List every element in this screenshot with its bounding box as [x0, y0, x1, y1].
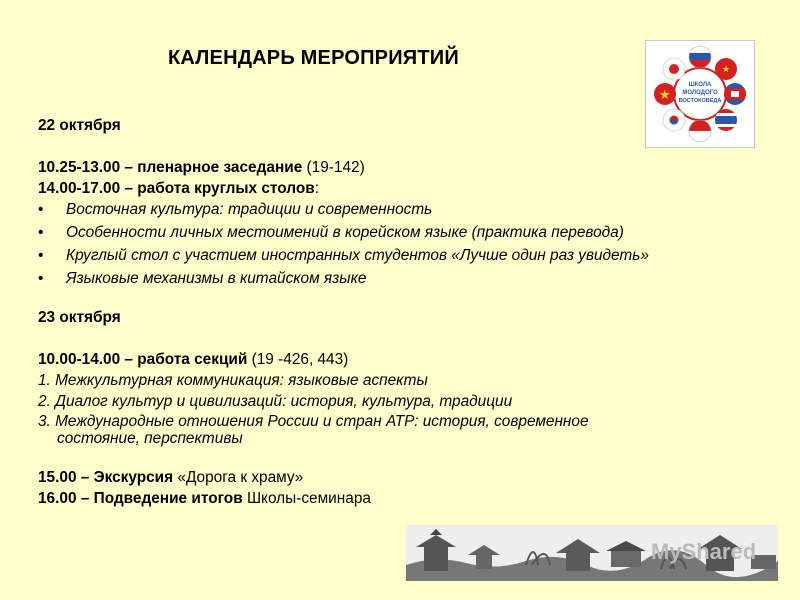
- plenary-time: 10.25-13.00 – пленарное заседание: [38, 159, 303, 176]
- roundtable-topics: [38, 200, 738, 288]
- plenary-line: [38, 158, 738, 179]
- decorative-banner: [406, 525, 778, 581]
- russia-flag-icon: [689, 46, 711, 68]
- excursion-time: 15.00 – Экскурсия: [38, 469, 174, 486]
- summary-tail: Школы-семинара: [242, 490, 371, 507]
- china-flag-icon: [715, 58, 737, 80]
- day1-date: 22 октября: [38, 117, 121, 134]
- events-calendar: [38, 116, 738, 510]
- roundtables-time: 14.00-17.00 – работа круглых столов: [38, 180, 315, 197]
- section-1: 1. Межкультурная коммуникация: языковые аспекты: [38, 372, 428, 389]
- section-2: 2. Диалог культур и цивилизаций: история, культура, традиции: [38, 393, 513, 410]
- sections-time: 10.00-14.00 – работа секций: [38, 351, 248, 368]
- excursion-name: «Дорога к храму»: [173, 469, 304, 486]
- sections-rooms: (19 -426, 443): [247, 351, 349, 368]
- svg-text:★: ★: [659, 87, 671, 102]
- logo-text-1: ШКОЛА: [688, 82, 712, 88]
- landscape-illustration-icon: [406, 525, 778, 581]
- logo-text-2: МОЛОДОГО: [682, 90, 718, 96]
- summary-time: 16.00 – Подведение итогов: [38, 490, 243, 507]
- list-item: • Особенности личных местоимений в корейском языке (практика перевода): [38, 224, 624, 241]
- logo-text-3: ВОСТОКОВЕДА: [678, 98, 722, 104]
- excursion-line: [38, 468, 738, 489]
- list-item: • Языковые механизмы в китайском языке: [38, 270, 367, 287]
- list-item: • Круглый стол с участием иностранных студентов «Лучше один раз увидеть»: [38, 247, 649, 264]
- plenary-room: (19-142): [302, 159, 365, 176]
- svg-text:★: ★: [722, 64, 731, 74]
- vietnam-flag-icon: [654, 83, 676, 105]
- section-3: 3. Международные отношения России и стран АТР: история, современное состояние, перспективы: [38, 413, 589, 447]
- summary-line: [38, 489, 738, 510]
- roundtables-line: [38, 179, 738, 200]
- roundtables-colon: :: [314, 180, 319, 197]
- list-item: • Восточная культура: традиции и современность: [38, 201, 433, 218]
- watermark-text: MyShared: [651, 539, 757, 564]
- cambodia-flag-icon: [724, 83, 746, 105]
- day2-date: 23 октября: [38, 309, 121, 326]
- sections-line: [38, 350, 738, 371]
- page-title: КАЛЕНДАРЬ МЕРОПРИЯТИЙ: [168, 47, 459, 69]
- japan-flag-icon: [663, 58, 685, 80]
